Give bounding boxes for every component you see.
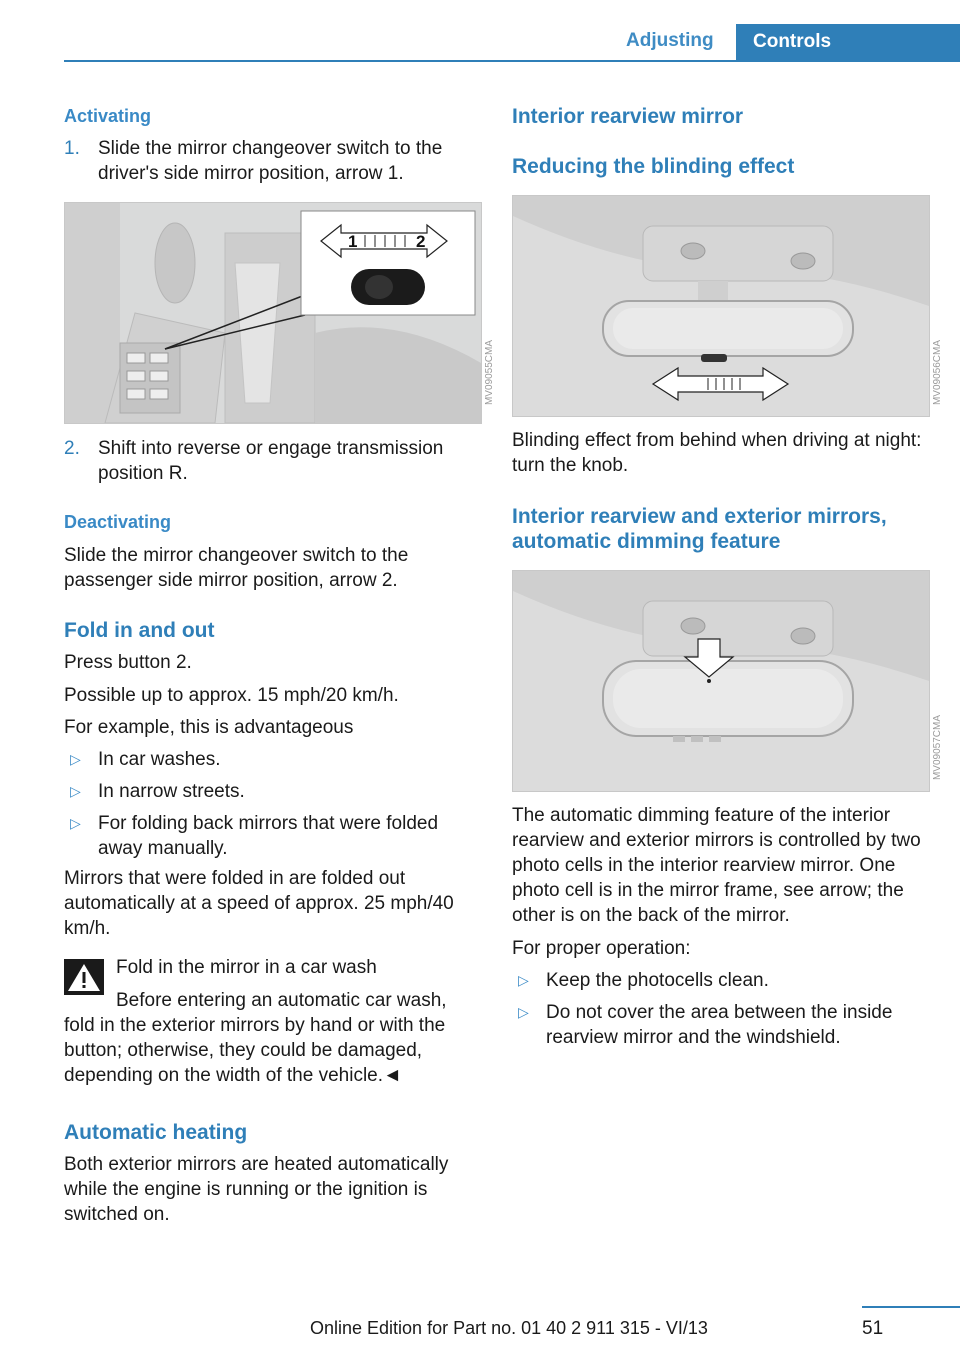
fold-heading: Fold in and out (64, 619, 215, 642)
rearview-mirror-knob-figure (512, 195, 930, 417)
header-section: Adjusting (626, 30, 714, 51)
fold-bullet (64, 779, 478, 804)
fold-p3: For example, this is advantageous (64, 717, 354, 738)
fig1-arrow-1-label: 1 (348, 232, 358, 251)
fold-bullet-text: In car washes. (98, 749, 221, 770)
operation-bullet (512, 1000, 930, 1050)
fig1-arrow-2-label: 2 (416, 232, 426, 251)
fold-p4: Mirrors that were folded in are folded out automatically at a speed of approx. 25 mph/40 km/h. (64, 868, 454, 939)
step-2-text: Shift into reverse or engage transmission position R. (98, 438, 444, 484)
mirror-knob-illustration (513, 196, 929, 416)
heating-heading: Automatic heating (64, 1121, 248, 1144)
step-2 (64, 436, 478, 486)
blinding-heading: Reducing the blinding effect (512, 155, 795, 178)
step-1-number: 1. (64, 138, 80, 159)
warning-title: Fold in the mirror in a car wash (116, 957, 377, 978)
fold-bullet-text: For folding back mirrors that were folded away manually. (98, 813, 439, 859)
mirror-heading: Interior rearview mirror (512, 105, 744, 128)
deactivating-heading: Deactivating (64, 512, 172, 532)
rearview-mirror-photocell-figure (512, 570, 930, 792)
step-2-number: 2. (64, 438, 80, 459)
mirror-photocell-illustration (513, 571, 929, 791)
fig3-code: MV09057CMA (932, 715, 943, 781)
blinding-text: Blinding effect from behind when driving at night: turn the knob. (512, 430, 922, 476)
operation-bullet-text: Do not cover the area between the inside rearview mirror and the windshield. (546, 1002, 893, 1048)
fold-p2: Possible up to approx. 15 mph/20 km/h. (64, 685, 399, 706)
fold-p1: Press button 2. (64, 652, 192, 673)
header-rule (64, 60, 960, 62)
activating-heading: Activating (64, 106, 152, 126)
warning-text: Before entering an automatic car wash, fold in the exterior mirrors by hand or with the button; otherwise, they could be damaged, depending on the width of the vehicle.◄ (64, 990, 447, 1086)
door-panel-figure (64, 202, 482, 424)
dimming-heading: Interior rearview and exterior mirrors, automatic dimming feature (512, 505, 887, 553)
fold-bullet (64, 747, 478, 772)
deactivating-text: Slide the mirror changeover switch to the passenger side mirror position, arrow 2. (64, 545, 409, 591)
operation-bullet-text: Keep the photocells clean. (546, 970, 769, 991)
heating-text: Both exterior mirrors are heated automatically while the engine is running or the ignition is switched on. (64, 1154, 449, 1225)
fold-bullet-text: In narrow streets. (98, 781, 245, 802)
fig1-code: MV09055CMA (484, 340, 495, 406)
operation-text: For proper operation: (512, 938, 691, 959)
step-1-text: Slide the mirror changeover switch to the driver's side mirror position, arrow 1. (98, 138, 443, 184)
dimming-text: The automatic dimming feature of the interior rearview and exterior mirrors is controlled by two photo cells in the interior rearview mirror. One photo cell is in the mirror frame, see arrow; the other is on the back of the mirror. (512, 805, 921, 926)
fig2-code: MV09056CMA (932, 340, 943, 406)
operation-bullet (512, 968, 930, 993)
header-chapter-tab: Controls (736, 24, 960, 62)
warning-box (64, 955, 478, 1086)
bullet-triangle-icon: ▷ (70, 815, 81, 831)
bullet-triangle-icon: ▷ (518, 1004, 529, 1020)
edition-note: Online Edition for Part no. 01 40 2 911 315 - VI/13 (310, 1318, 708, 1338)
bullet-triangle-icon: ▷ (518, 972, 529, 988)
door-panel-illustration (65, 203, 481, 423)
fold-bullet (64, 811, 478, 861)
step-1 (64, 136, 478, 186)
bullet-triangle-icon: ▷ (70, 751, 81, 767)
bullet-triangle-icon: ▷ (70, 783, 81, 799)
footer-rule (862, 1306, 960, 1308)
page-number: 51 (862, 1318, 884, 1339)
